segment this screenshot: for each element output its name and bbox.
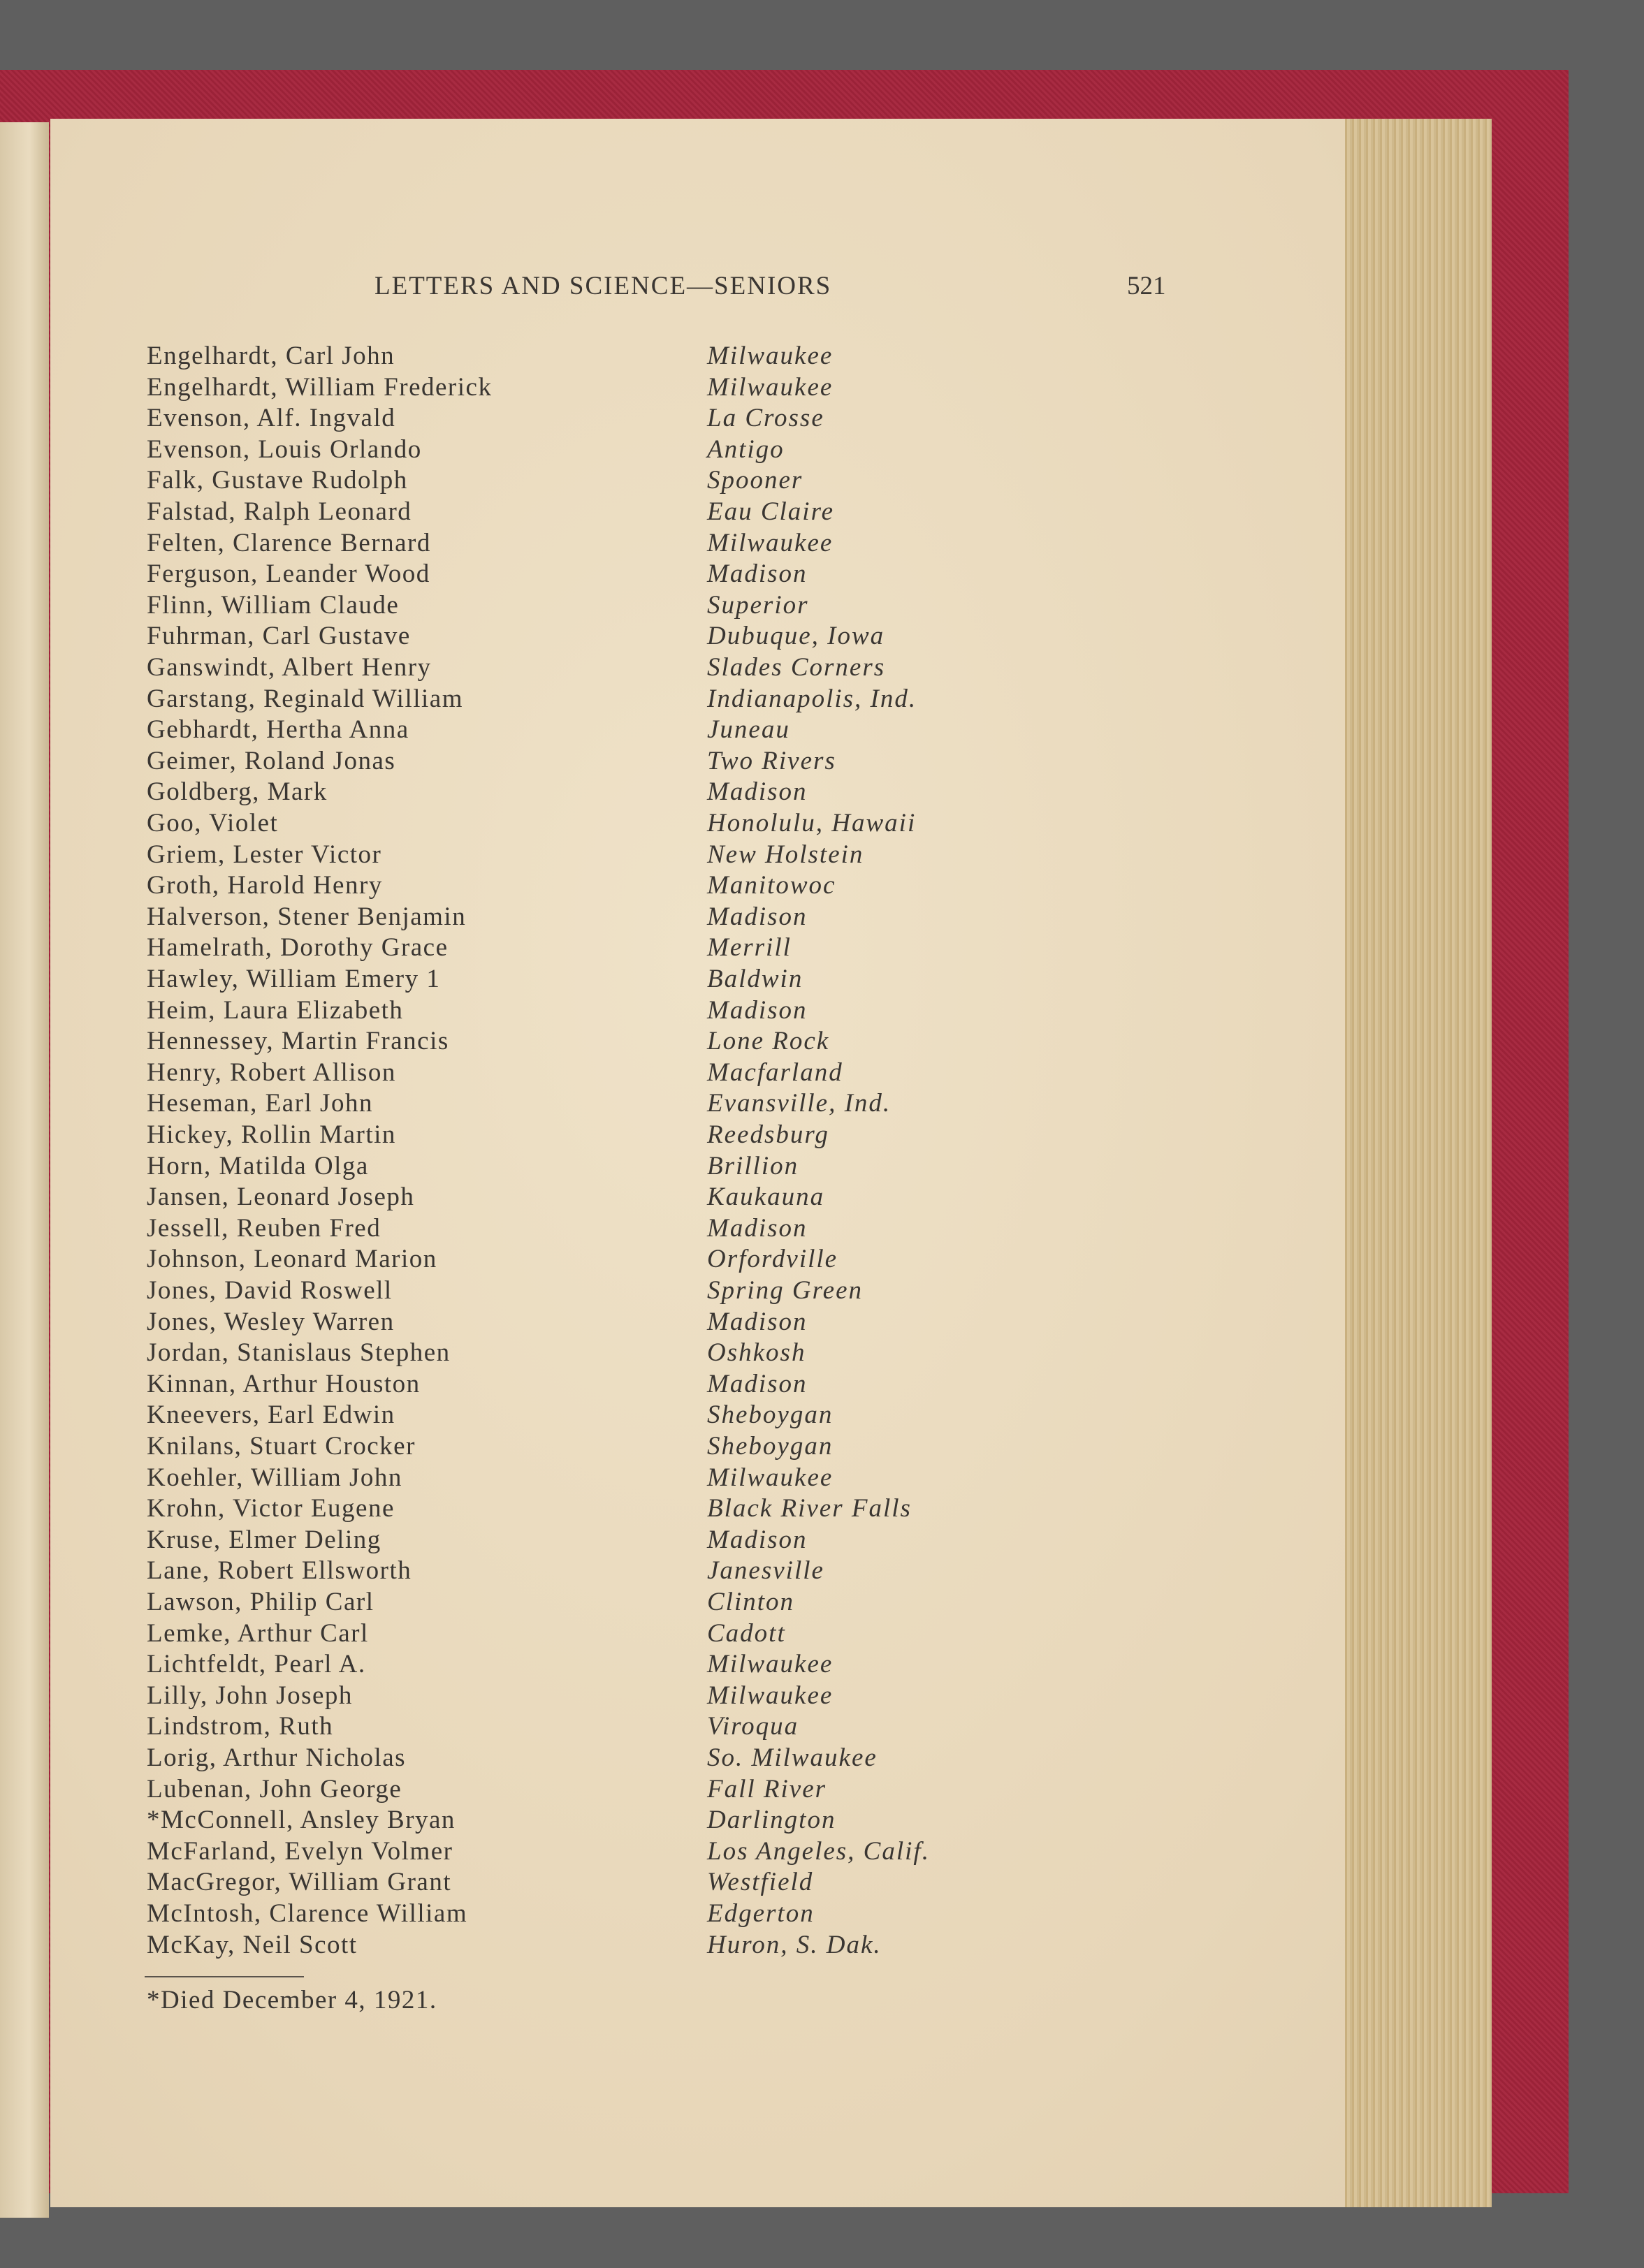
- list-item: [0, 1525, 1327, 1556]
- hometown: Indianapolis, Ind.: [707, 684, 917, 713]
- list-item: [0, 590, 1327, 622]
- student-name: Ferguson, Leander Wood: [147, 559, 430, 589]
- hometown: Juneau: [707, 715, 790, 745]
- list-item: [0, 1898, 1327, 1930]
- student-name: Jessell, Reuben Fred: [147, 1213, 381, 1243]
- list-item: [0, 1431, 1327, 1463]
- footnote: *Died December 4, 1921.: [147, 1986, 437, 2014]
- student-name: Kruse, Elmer Deling: [147, 1525, 381, 1554]
- list-item: [0, 372, 1327, 404]
- hometown: Dubuque, Iowa: [707, 622, 885, 651]
- hometown: Baldwin: [707, 965, 803, 993]
- hometown: Darlington: [707, 1806, 836, 1835]
- list-item: [0, 1369, 1327, 1400]
- list-item: [0, 932, 1327, 964]
- hometown: Los Angeles, Calif.: [707, 1836, 930, 1866]
- list-item: [0, 1774, 1327, 1806]
- student-name: Lemke, Arthur Carl: [147, 1618, 369, 1648]
- student-name: Fuhrman, Carl Gustave: [147, 622, 411, 651]
- hometown: Black River Falls: [707, 1494, 912, 1523]
- hometown: Macfarland: [707, 1058, 843, 1087]
- student-name: Hawley, William Emery 1: [147, 965, 441, 993]
- student-name: *McConnell, Ansley Bryan: [147, 1806, 456, 1835]
- hometown: Sheboygan: [707, 1432, 834, 1461]
- hometown: Orfordville: [707, 1245, 838, 1274]
- hometown: Madison: [707, 1369, 808, 1398]
- student-name: Jones, David Roswell: [147, 1276, 393, 1305]
- student-name: Ganswindt, Albert Henry: [147, 653, 432, 682]
- list-item: [0, 870, 1327, 902]
- student-name: Horn, Matilda Olga: [147, 1151, 369, 1180]
- list-item: [0, 1275, 1327, 1307]
- student-name: Jordan, Stanislaus Stephen: [147, 1338, 451, 1368]
- student-name: Lorig, Arthur Nicholas: [147, 1743, 407, 1772]
- list-item: [0, 1338, 1327, 1369]
- student-name: Evenson, Alf. Ingvald: [147, 404, 396, 433]
- list-item: [0, 1120, 1327, 1151]
- list-item: [0, 902, 1327, 933]
- hometown: Evansville, Ind.: [707, 1089, 892, 1118]
- list-item: [0, 964, 1327, 995]
- hometown: Brillion: [707, 1151, 799, 1180]
- list-item: [0, 1400, 1327, 1431]
- list-item: [0, 995, 1327, 1027]
- student-name: Garstang, Reginald William: [147, 684, 463, 713]
- list-item: [0, 1930, 1327, 1961]
- hometown: New Holstein: [707, 840, 864, 869]
- student-name: Hamelrath, Dorothy Grace: [147, 933, 449, 963]
- hometown: Milwaukee: [707, 342, 834, 370]
- list-item: [0, 1618, 1327, 1650]
- hometown: Madison: [707, 902, 808, 931]
- list-item: [0, 1026, 1327, 1058]
- hometown: Madison: [707, 1525, 808, 1554]
- student-name: Jansen, Leonard Joseph: [147, 1183, 415, 1212]
- hometown: Milwaukee: [707, 1650, 834, 1679]
- hometown: Manitowoc: [707, 871, 836, 900]
- hometown: Spooner: [707, 466, 803, 495]
- student-name: McIntosh, Clarence William: [147, 1899, 468, 1928]
- student-name: Hennessey, Martin Francis: [147, 1027, 449, 1056]
- list-item: [0, 434, 1327, 466]
- student-name: Lilly, John Joseph: [147, 1681, 353, 1710]
- list-item: [0, 1182, 1327, 1213]
- hometown: Superior: [707, 590, 809, 620]
- hometown: Milwaukee: [707, 372, 834, 402]
- footnote-rule: [145, 1976, 304, 1977]
- student-name: Kinnan, Arthur Houston: [147, 1369, 421, 1398]
- student-name: Lawson, Philip Carl: [147, 1588, 374, 1616]
- hometown: Viroqua: [707, 1712, 799, 1741]
- running-head: LETTERS AND SCIENCE—SENIORS: [374, 272, 832, 300]
- hometown: Merrill: [707, 933, 792, 963]
- hometown: Oshkosh: [707, 1338, 806, 1368]
- hometown: So. Milwaukee: [707, 1743, 878, 1772]
- list-item: [0, 746, 1327, 777]
- hometown: Sheboygan: [707, 1400, 834, 1430]
- list-item: [0, 1151, 1327, 1183]
- student-name: Lindstrom, Ruth: [147, 1712, 334, 1741]
- hometown: Fall River: [707, 1774, 827, 1804]
- hometown: Westfield: [707, 1868, 814, 1897]
- student-name: Henry, Robert Allison: [147, 1058, 396, 1087]
- list-item: [0, 1213, 1327, 1245]
- hometown: Madison: [707, 995, 808, 1025]
- list-item: [0, 1681, 1327, 1712]
- list-item: [0, 497, 1327, 528]
- hometown: Two Rivers: [707, 746, 836, 775]
- list-item: [0, 528, 1327, 559]
- student-name: Johnson, Leonard Marion: [147, 1245, 437, 1274]
- hometown: Eau Claire: [707, 497, 835, 526]
- page-number: 521: [1127, 272, 1166, 300]
- list-item: [0, 1556, 1327, 1587]
- student-name: Engelhardt, William Frederick: [147, 372, 493, 402]
- student-name: Groth, Harold Henry: [147, 871, 383, 900]
- student-name: Hickey, Rollin Martin: [147, 1120, 396, 1149]
- student-name: Falk, Gustave Rudolph: [147, 466, 408, 495]
- student-name: Engelhardt, Carl John: [147, 342, 395, 370]
- student-name: Krohn, Victor Eugene: [147, 1494, 395, 1523]
- list-item: [0, 1711, 1327, 1743]
- list-item: [0, 1743, 1327, 1774]
- page-fore-edge: [1345, 119, 1492, 2207]
- list-item: [0, 684, 1327, 715]
- hometown: Huron, S. Dak.: [707, 1930, 882, 1959]
- list-item: [0, 1867, 1327, 1898]
- student-name: Falstad, Ralph Leonard: [147, 497, 412, 526]
- list-item: [0, 559, 1327, 590]
- student-name: Halverson, Stener Benjamin: [147, 902, 467, 931]
- student-name: Heim, Laura Elizabeth: [147, 995, 404, 1025]
- student-name: McKay, Neil Scott: [147, 1930, 358, 1959]
- list-item: [0, 808, 1327, 840]
- hometown: Lone Rock: [707, 1027, 830, 1056]
- hometown: La Crosse: [707, 404, 824, 433]
- student-name: Goldberg, Mark: [147, 777, 328, 807]
- list-item: [0, 465, 1327, 497]
- hometown: Kaukauna: [707, 1183, 825, 1212]
- student-name: Goo, Violet: [147, 809, 279, 837]
- list-item: [0, 1058, 1327, 1089]
- list-item: [0, 1307, 1327, 1338]
- hometown: Clinton: [707, 1588, 795, 1616]
- student-name: Heseman, Earl John: [147, 1089, 373, 1118]
- list-item: [0, 621, 1327, 652]
- hometown: Spring Green: [707, 1276, 864, 1305]
- hometown: Madison: [707, 559, 808, 589]
- hometown: Milwaukee: [707, 1681, 834, 1710]
- list-item: [0, 403, 1327, 434]
- list-item: [0, 1244, 1327, 1275]
- hometown: Milwaukee: [707, 528, 834, 557]
- list-item: [0, 1463, 1327, 1494]
- list-item: [0, 1587, 1327, 1618]
- list-item: [0, 1493, 1327, 1525]
- student-name: Lane, Robert Ellsworth: [147, 1556, 412, 1586]
- student-name: Felten, Clarence Bernard: [147, 528, 431, 557]
- student-name: Geimer, Roland Jonas: [147, 746, 396, 775]
- hometown: Madison: [707, 1307, 808, 1336]
- list-item: [0, 1836, 1327, 1868]
- student-name: MacGregor, William Grant: [147, 1868, 452, 1897]
- hometown: Milwaukee: [707, 1463, 834, 1492]
- list-item: [0, 1805, 1327, 1836]
- list-item: [0, 341, 1327, 372]
- student-name: Gebhardt, Hertha Anna: [147, 715, 409, 745]
- hometown: Reedsburg: [707, 1120, 829, 1149]
- student-name: Koehler, William John: [147, 1463, 402, 1492]
- hometown: Honolulu, Hawaii: [707, 809, 917, 837]
- hometown: Madison: [707, 1213, 808, 1243]
- list-item: [0, 1649, 1327, 1681]
- student-name: Knilans, Stuart Crocker: [147, 1432, 416, 1461]
- student-name: Evenson, Louis Orlando: [147, 434, 422, 464]
- hometown: Janesville: [707, 1556, 824, 1586]
- list-item: [0, 777, 1327, 808]
- hometown: Madison: [707, 777, 808, 807]
- list-item: [0, 1088, 1327, 1120]
- student-name: Kneevers, Earl Edwin: [147, 1400, 395, 1430]
- student-name: McFarland, Evelyn Volmer: [147, 1836, 453, 1866]
- hometown: Antigo: [707, 434, 785, 464]
- hometown: Cadott: [707, 1618, 786, 1648]
- student-name: Flinn, William Claude: [147, 590, 400, 620]
- student-name: Griem, Lester Victor: [147, 840, 382, 869]
- list-item: [0, 840, 1327, 871]
- hometown: Slades Corners: [707, 653, 886, 682]
- list-item: [0, 715, 1327, 746]
- student-name: Lichtfeldt, Pearl A.: [147, 1650, 366, 1679]
- hometown: Edgerton: [707, 1899, 815, 1928]
- student-name: Jones, Wesley Warren: [147, 1307, 395, 1336]
- list-item: [0, 652, 1327, 684]
- student-name: Lubenan, John George: [147, 1774, 402, 1804]
